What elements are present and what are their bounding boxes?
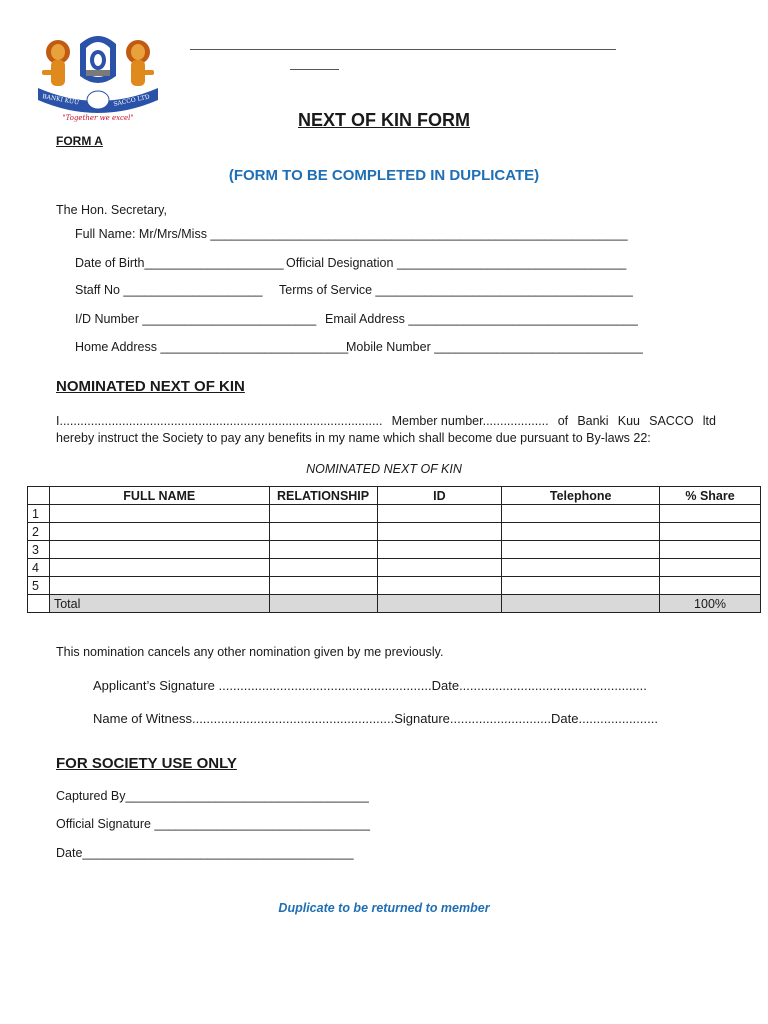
nominated-heading: NOMINATED NEXT OF KIN xyxy=(56,378,245,395)
id-cell[interactable] xyxy=(377,505,502,523)
next-of-kin-table xyxy=(27,486,761,613)
terms-of-service-field[interactable]: Terms of Service _____________________________________ xyxy=(279,283,633,297)
header-rule-short xyxy=(290,69,339,70)
row-number: 5 xyxy=(28,577,50,595)
total-label: Total xyxy=(49,595,269,613)
relationship-cell[interactable] xyxy=(269,505,377,523)
home-address-field[interactable]: Home Address ___________________________ xyxy=(75,340,349,354)
total-blank-cell xyxy=(269,595,377,613)
applicant-signature-line[interactable]: Applicant’s Signature ...........................................................Date.................................................... xyxy=(93,678,647,693)
share-cell[interactable] xyxy=(660,505,761,523)
id-cell[interactable] xyxy=(377,523,502,541)
form-label: FORM A xyxy=(56,134,103,148)
relationship-cell[interactable] xyxy=(269,559,377,577)
relationship-cell[interactable] xyxy=(269,541,377,559)
header-share: % Share xyxy=(660,487,761,505)
official-designation-field[interactable]: Official Designation _________________________________ xyxy=(286,256,627,270)
mobile-number-field[interactable]: Mobile Number ______________________________ xyxy=(346,340,643,354)
telephone-cell[interactable] xyxy=(502,541,660,559)
right-lion-icon xyxy=(126,40,154,86)
share-cell[interactable] xyxy=(660,559,761,577)
instruction-word: SACCO xyxy=(649,414,694,428)
header-telephone: Telephone xyxy=(502,487,660,505)
header-id: ID xyxy=(377,487,502,505)
sacco-logo xyxy=(34,30,162,122)
header-relationship: RELATIONSHIP xyxy=(269,487,377,505)
telephone-cell[interactable] xyxy=(502,505,660,523)
shield-icon xyxy=(80,36,116,83)
share-cell[interactable] xyxy=(660,577,761,595)
full-name-field[interactable]: Full Name: Mr/Mrs/Miss ____________________________________________________________ xyxy=(75,227,628,241)
cancel-note: This nomination cancels any other nomination given by me previously. xyxy=(56,645,444,659)
telephone-cell[interactable] xyxy=(502,523,660,541)
id-cell[interactable] xyxy=(377,541,502,559)
row-number: 1 xyxy=(28,505,50,523)
total-share: 100% xyxy=(660,595,761,613)
table-header-row xyxy=(28,487,761,505)
email-address-field[interactable]: Email Address _________________________________ xyxy=(325,312,638,326)
full-name-cell[interactable] xyxy=(49,559,269,577)
instruction-paragraph xyxy=(56,413,716,447)
member-name-blank[interactable]: I............................................................................................. xyxy=(56,414,383,428)
full-name-cell[interactable] xyxy=(49,541,269,559)
instruction-word: ltd xyxy=(702,414,716,428)
table-row xyxy=(28,541,761,559)
ribbon-right-text: SACCO LTD xyxy=(112,93,151,108)
share-cell[interactable] xyxy=(660,523,761,541)
witness-signature-line[interactable]: Name of Witness........................................................Signature............................Date...................... xyxy=(93,711,658,726)
salutation: The Hon. Secretary, xyxy=(56,203,167,217)
id-cell[interactable] xyxy=(377,559,502,577)
table-row xyxy=(28,577,761,595)
row-number: 4 xyxy=(28,559,50,577)
row-number: 2 xyxy=(28,523,50,541)
header-rule-long xyxy=(190,49,616,50)
id-number-field[interactable]: I/D Number _________________________ xyxy=(75,312,317,326)
full-name-cell[interactable] xyxy=(49,577,269,595)
instruction-word: Kuu xyxy=(617,414,640,428)
table-caption: NOMINATED NEXT OF KIN xyxy=(306,462,462,476)
header-full-name: FULL NAME xyxy=(49,487,269,505)
form-title: NEXT OF KIN FORM xyxy=(298,110,470,130)
date-of-birth-field[interactable]: Date of Birth____________________ xyxy=(75,256,284,270)
total-blank-cell xyxy=(28,595,50,613)
relationship-cell[interactable] xyxy=(269,523,377,541)
relationship-cell[interactable] xyxy=(269,577,377,595)
telephone-cell[interactable] xyxy=(502,577,660,595)
table-total-row xyxy=(28,595,761,613)
society-date-field[interactable]: Date_______________________________________ xyxy=(56,846,354,860)
table-row xyxy=(28,523,761,541)
instruction-word: Banki xyxy=(577,414,609,428)
header-cell xyxy=(28,487,50,505)
table-row xyxy=(28,559,761,577)
telephone-cell[interactable] xyxy=(502,559,660,577)
staff-no-field[interactable]: Staff No ____________________ xyxy=(75,283,263,297)
share-cell[interactable] xyxy=(660,541,761,559)
row-number: 3 xyxy=(28,541,50,559)
left-lion-icon xyxy=(42,40,70,86)
form-subtitle: (FORM TO BE COMPLETED IN DUPLICATE) xyxy=(228,167,540,184)
total-blank-cell xyxy=(502,595,660,613)
full-name-cell[interactable] xyxy=(49,505,269,523)
ribbon-left-text: BANKI KUU xyxy=(41,93,80,107)
instruction-word: of xyxy=(557,414,569,428)
footer-note: Duplicate to be returned to member xyxy=(278,901,490,915)
member-number-blank[interactable]: Member number................... xyxy=(391,414,549,428)
captured-by-field[interactable]: Captured By___________________________________ xyxy=(56,789,369,803)
table-row xyxy=(28,505,761,523)
id-cell[interactable] xyxy=(377,577,502,595)
society-use-heading: FOR SOCIETY USE ONLY xyxy=(56,755,237,772)
total-blank-cell xyxy=(377,595,502,613)
full-name-cell[interactable] xyxy=(49,523,269,541)
motto-text: "Together we excel" xyxy=(62,114,134,122)
official-signature-field[interactable]: Official Signature _______________________________ xyxy=(56,817,370,831)
instruction-line-2: hereby instruct the Society to pay any benefits in my name which shall become due pursuant to By-laws 22: xyxy=(56,431,651,445)
